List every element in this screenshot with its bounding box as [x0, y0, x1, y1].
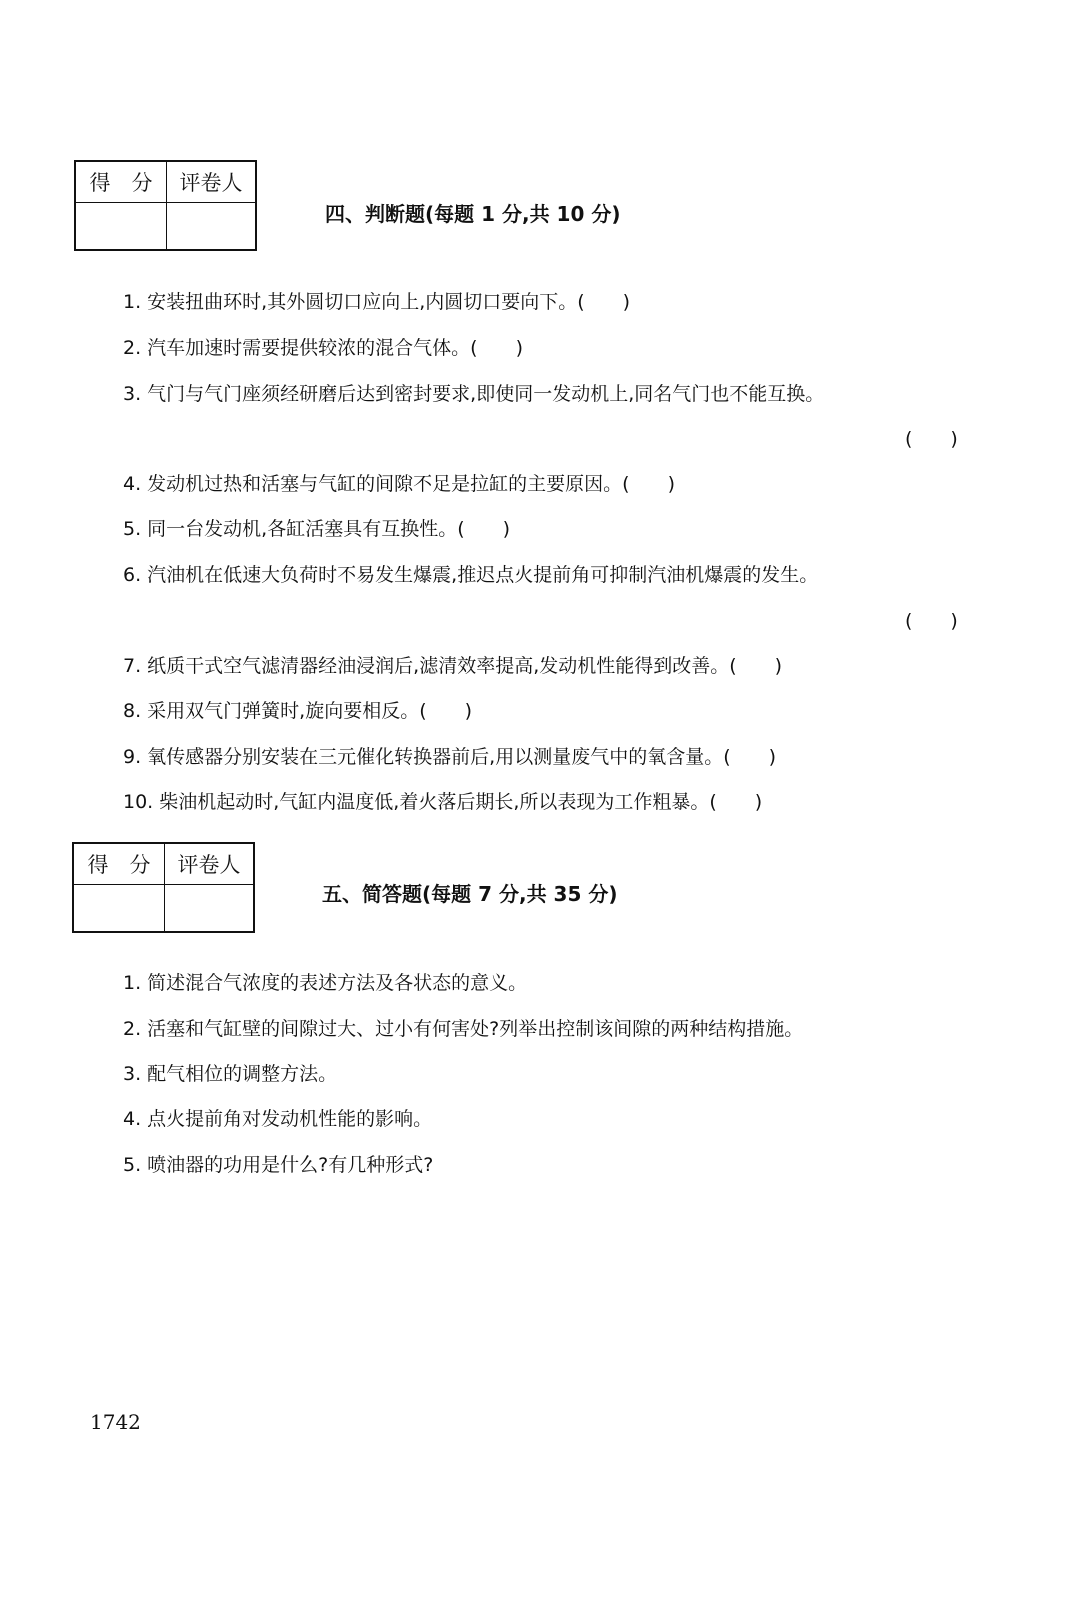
score-table-section4 — [74, 160, 257, 251]
short-answer-item-3: 3. 配气相位的调整方法。 — [123, 1063, 338, 1085]
grader-label: 评卷人 — [167, 161, 257, 203]
answer-paren-3: ( ) — [905, 428, 958, 450]
grader-cell — [167, 203, 257, 251]
judgment-item-5: 5. 同一台发动机,各缸活塞具有互换性。( ) — [123, 518, 511, 540]
judgment-item-3: 3. 气门与气门座须经研磨后达到密封要求,即使同一发动机上,同名气门也不能互换。 — [123, 383, 825, 405]
judgment-item-10: 10. 柴油机起动时,气缸内温度低,着火落后期长,所以表现为工作粗暴。( ) — [123, 791, 763, 813]
score-label: 得 分 — [75, 161, 167, 203]
score-table-section5 — [72, 842, 255, 933]
judgment-item-6: 6. 汽油机在低速大负荷时不易发生爆震,推迟点火提前角可抑制汽油机爆震的发生。 — [123, 564, 819, 586]
answer-paren-6: ( ) — [905, 610, 958, 632]
short-answer-item-5: 5. 喷油器的功用是什么?有几种形式? — [123, 1154, 434, 1176]
section5-title: 五、简答题(每题 7 分,共 35 分) — [322, 882, 618, 906]
section4-title: 四、判断题(每题 1 分,共 10 分) — [325, 202, 621, 226]
score-cell — [75, 203, 167, 251]
judgment-item-8: 8. 采用双气门弹簧时,旋向要相反。( ) — [123, 700, 473, 722]
grader-cell — [165, 885, 255, 933]
short-answer-item-1: 1. 简述混合气浓度的表述方法及各状态的意义。 — [123, 972, 528, 994]
judgment-item-2: 2. 汽车加速时需要提供较浓的混合气体。( ) — [123, 337, 523, 359]
grader-label: 评卷人 — [165, 843, 255, 885]
score-cell — [73, 885, 165, 933]
judgment-item-9: 9. 氧传感器分别安装在三元催化转换器前后,用以测量废气中的氧含量。( ) — [123, 746, 777, 768]
judgment-item-4: 4. 发动机过热和活塞与气缸的间隙不足是拉缸的主要原因。( ) — [123, 473, 675, 495]
short-answer-item-4: 4. 点火提前角对发动机性能的影响。 — [123, 1108, 433, 1130]
page-number: 1742 — [90, 1410, 141, 1434]
judgment-item-7: 7. 纸质干式空气滤清器经油浸润后,滤清效率提高,发动机性能得到改善。( ) — [123, 655, 783, 677]
score-label: 得 分 — [73, 843, 165, 885]
judgment-item-1: 1. 安装扭曲环时,其外圆切口应向上,内圆切口要向下。( ) — [123, 291, 631, 313]
short-answer-item-2: 2. 活塞和气缸壁的间隙过大、过小有何害处?列举出控制该间隙的两种结构措施。 — [123, 1018, 804, 1040]
